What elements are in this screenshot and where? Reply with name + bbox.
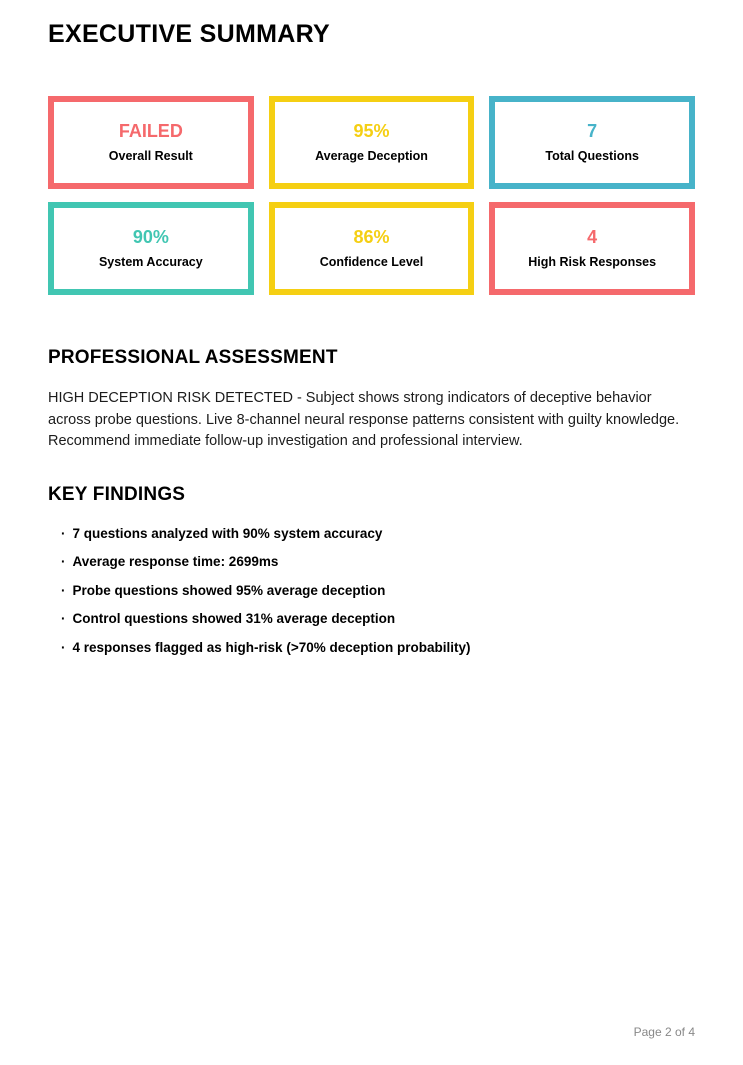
finding-text: Control questions showed 31% average deception	[72, 611, 396, 626]
assessment-body: HIGH DECEPTION RISK DETECTED - Subject shows strong indicators of deceptive behavior across probe questions. Live 8-channel neural response patterns consistent with guilty knowledge. Recommend immediate follow-up investigation and professional interview.	[48, 390, 680, 449]
findings-heading: KEY FINDINGS	[48, 483, 186, 505]
metric-label: Confidence Level	[319, 255, 424, 269]
finding-text: 7 questions analyzed with 90% system accuracy	[72, 525, 383, 541]
bullet-icon: ·	[61, 611, 66, 626]
metric-value: 95%	[353, 121, 390, 141]
metric-card-high-risk-responses	[489, 202, 695, 295]
report-page	[0, 21, 743, 656]
finding-item	[61, 583, 695, 599]
page-number: Page 2 of 4	[633, 1025, 695, 1039]
bullet-icon: ·	[61, 554, 66, 569]
metric-label: Average Deception	[315, 149, 428, 163]
finding-text: Average response time: 2699ms	[72, 554, 279, 569]
metric-label: System Accuracy	[98, 255, 203, 269]
metrics-grid	[48, 96, 695, 295]
metric-card-confidence-level	[269, 202, 475, 295]
finding-item	[61, 526, 695, 542]
assessment-heading: PROFESSIONAL ASSESSMENT	[48, 347, 338, 368]
metric-label: High Risk Responses	[528, 255, 657, 269]
metric-card-system-accuracy	[48, 202, 254, 295]
metric-value: 4	[587, 227, 598, 247]
metric-value: FAILED	[118, 121, 183, 141]
metric-card-average-deception	[269, 96, 475, 189]
page-title: EXECUTIVE SUMMARY	[48, 20, 330, 48]
finding-text: Probe questions showed 95% average deception	[72, 582, 386, 598]
bullet-icon: ·	[61, 582, 66, 598]
findings-list	[48, 526, 695, 656]
metric-card-overall-result	[48, 96, 254, 189]
metric-label: Overall Result	[108, 149, 193, 163]
metric-value: 90%	[132, 227, 169, 247]
finding-text: 4 responses flagged as high-risk (>70% deception probability)	[72, 639, 471, 655]
bullet-icon: ·	[61, 639, 66, 655]
metric-value: 86%	[353, 227, 390, 247]
metric-card-total-questions	[489, 96, 695, 189]
metric-value: 7	[587, 121, 598, 141]
finding-item	[61, 611, 695, 627]
finding-item	[61, 640, 695, 656]
finding-item	[61, 554, 695, 570]
metric-label: Total Questions	[545, 149, 639, 163]
bullet-icon: ·	[61, 525, 66, 541]
